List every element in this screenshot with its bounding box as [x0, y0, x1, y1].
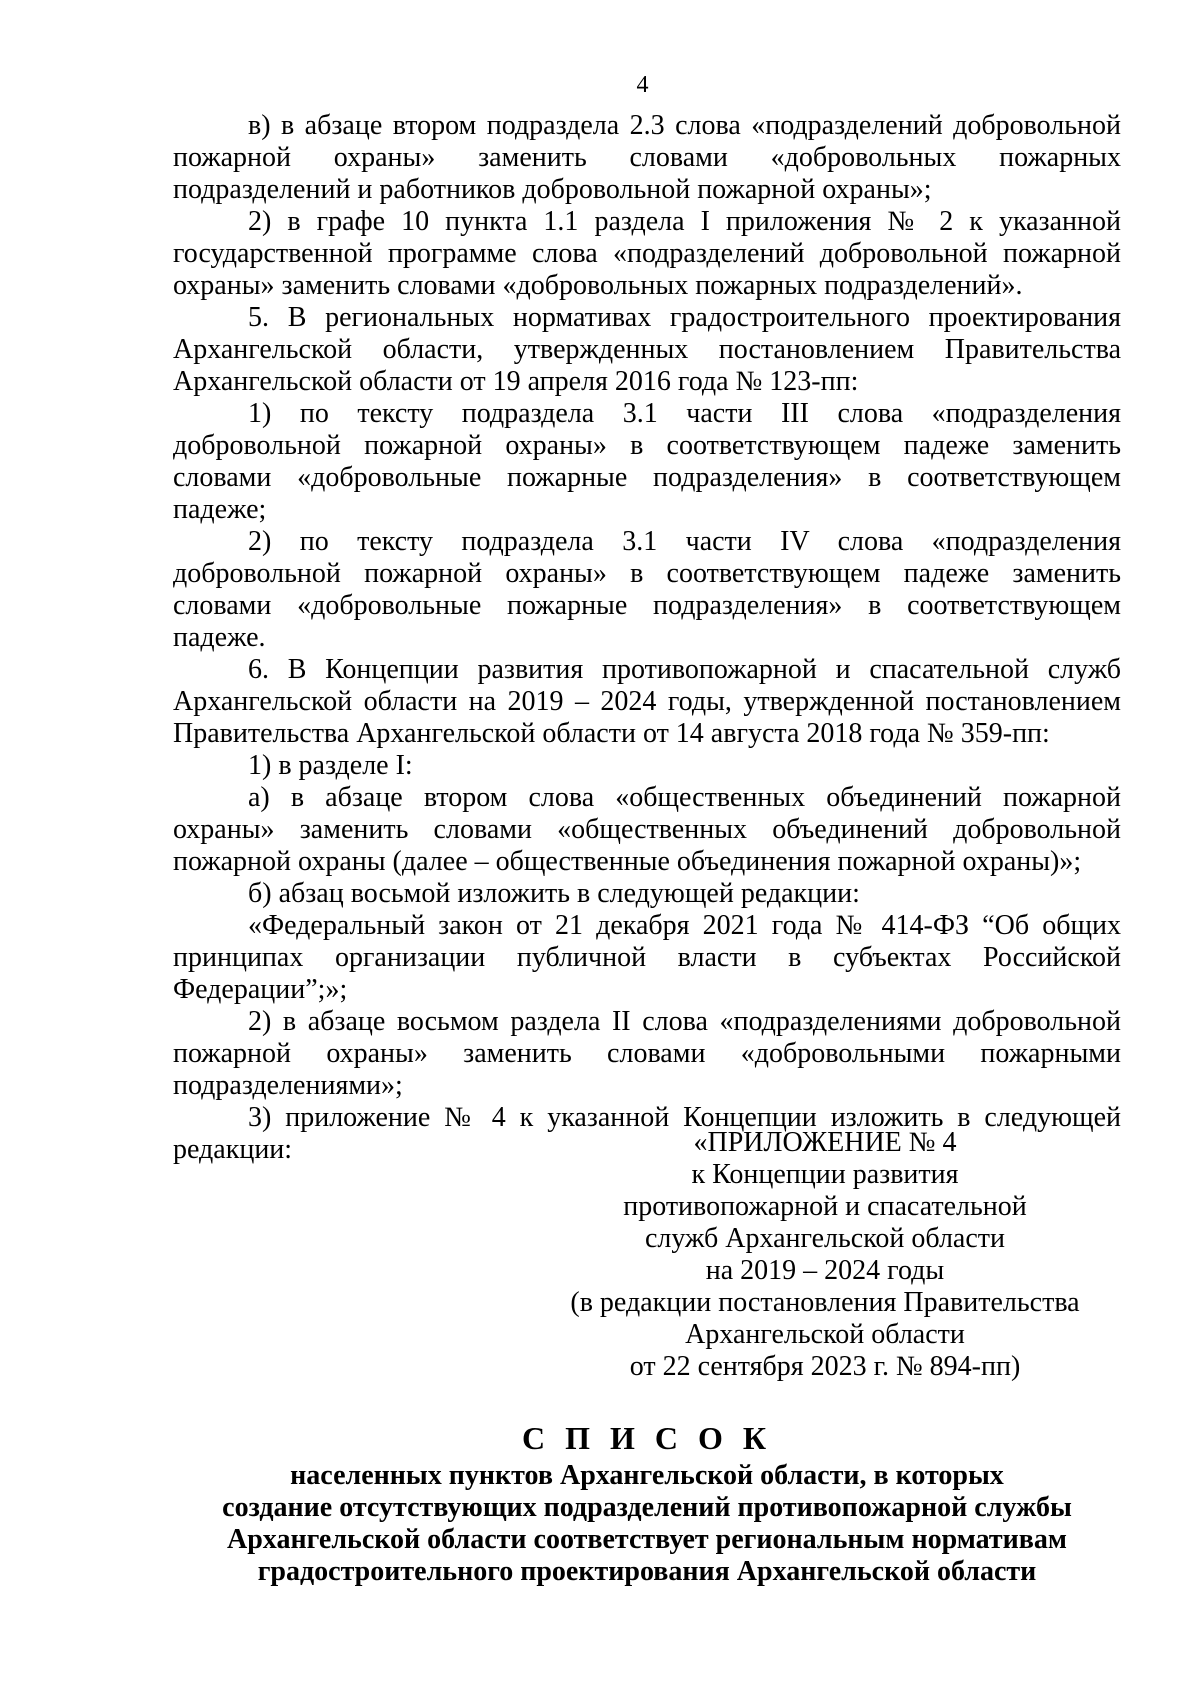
paragraph-6-koncepciya: 6. В Концепции развития противопожарной и спасательной служб Архангельской области на 2019 – 2024 годы, утвержденной постановлением Правительства Архангельской области от 14 августа 2018 года № 359-пп:: [173, 654, 1121, 749]
paragraph-2-chast-iv: 2) по тексту подраздела 3.1 части IV слова «подразделения добровольной пожарной охраны» в соответствующем падеже заменить словами «добровольные пожарные подразделения» в соответствующем падеже.: [173, 526, 1121, 653]
appendix-line: противопожарной и спасательной: [623, 1191, 1027, 1222]
paragraph-5-normativy: 5. В региональных нормативах градостроительного проектирования Архангельской области, утвержденных постановлением Правительства Архангельской области от 19 апреля 2016 года № 123-пп:: [173, 302, 1121, 397]
paragraph-2-razdel-ii: 2) в абзаце восьмом раздела II слова «подразделениями добровольной пожарной охраны» заменить словами «добровольными пожарными подразделениями»;: [173, 1006, 1121, 1101]
list-heading: С П И С О К: [521, 1420, 773, 1456]
appendix-line: (в редакции постановления Правительства: [570, 1287, 1080, 1318]
paragraph-federalny-zakon: «Федеральный закон от 21 декабря 2021 года № 414-ФЗ “Об общих принципах организации публичной власти в субъектах Российской Федерации”;»;: [173, 910, 1121, 1005]
appendix-line: служб Архангельской области: [645, 1223, 1005, 1254]
paragraph-b-abzac-vosmoy: б) абзац восьмой изложить в следующей редакции:: [248, 878, 860, 909]
appendix-line: «ПРИЛОЖЕНИЕ № 4: [693, 1127, 957, 1158]
list-title-line: населенных пунктов Архангельской области, в которых: [290, 1460, 1004, 1491]
appendix-line: Архангельской области: [685, 1319, 965, 1350]
body-text: [173, 110, 1121, 1166]
paragraph-1-chast-iii: 1) по тексту подраздела 3.1 части III слова «подразделения добровольной пожарной охраны» в соответствующем падеже заменить словами «добровольные пожарные подразделения» в соответствующем падеже;: [173, 398, 1121, 525]
paragraph-3-prilozhenie: 3) приложение № 4 к указанной Концепции изложить в следующей редакции:: [173, 1102, 1121, 1165]
paragraph-2-grafa-10: 2) в графе 10 пункта 1.1 раздела I приложения № 2 к указанной государственной программе слова «подразделений добровольной пожарной охраны» заменить словами «добровольных пожарных подразделений».: [173, 206, 1121, 301]
appendix-line: от 22 сентября 2023 г. № 894-пп): [629, 1351, 1021, 1382]
appendix-line: к Концепции развития: [691, 1159, 959, 1190]
paragraph-v-abzac-2-3: в) в абзаце втором подраздела 2.3 слова «подразделений добровольной пожарной охраны» заменить словами «добровольных пожарных подразделений и работников добровольной пожарной охраны»;: [173, 110, 1121, 205]
list-title-line: градостроительного проектирования Архангельской области: [257, 1556, 1037, 1587]
appendix-header: [560, 1127, 1090, 1383]
list-title-line: создание отсутствующих подразделений противопожарной службы: [222, 1492, 1072, 1523]
appendix-line: на 2019 – 2024 годы: [705, 1255, 945, 1286]
paragraph-a-abzac-vtoroy: а) в абзаце втором слова «общественных объединений пожарной охраны» заменить словами «общественных объединений добровольной пожарной охраны (далее – общественные объединения пожарной охраны)»;: [173, 782, 1121, 877]
list-title-line: Архангельской области соответствует региональным нормативам: [227, 1524, 1067, 1555]
page-number: 4: [636, 72, 649, 98]
list-title: [173, 1422, 1121, 1588]
paragraph-1-razdel-i: 1) в разделе I:: [248, 750, 413, 781]
